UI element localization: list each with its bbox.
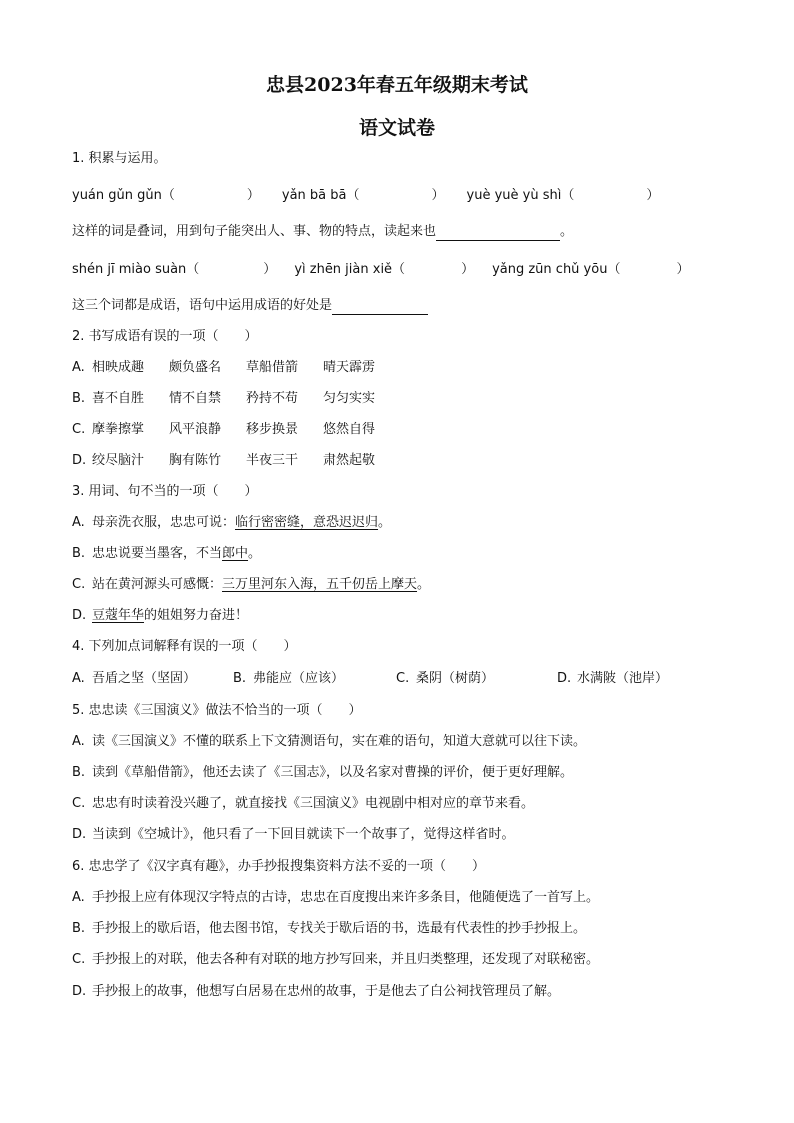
q6-option-c[interactable]: C. 手抄报上的对联，他去各种有对联的地方抄写回来，并且归类整理，还发现了对联秘密。 (72, 952, 600, 967)
q4-option-c[interactable]: C. 桑阴（树荫） (396, 671, 495, 686)
q6-option-a[interactable]: A. 手抄报上应有体现汉字特点的古诗，忠忠在百度搜出来许多条目，他随便选了一首写上。 (72, 890, 600, 905)
q5-option-b[interactable]: B. 读到《草船借箭》，他还去读了《三国志》，以及名家对曹操的评价，便于更好理解。 (72, 765, 574, 780)
q4-option-a[interactable]: A. 吾盾之坚（坚固） (72, 671, 197, 686)
q5-option-c[interactable]: C. 忠忠有时读着没兴趣了，就直接找《三国演义》电视剧中相对应的章节来看。 (72, 796, 535, 811)
q1-description: 这样的词是叠词，用到句子能突出人、事、物的特点，读起来也 。 (72, 224, 574, 239)
q5-stem: 5. 忠忠读《三国演义》做法不恰当的一项（ ） (72, 703, 362, 718)
pinyin-item: yuán gǔn gǔn（ ） (72, 188, 260, 203)
q2-option-c[interactable]: C. 摩拳擦掌 风平浪静 移步换景 悠然自得 (72, 422, 376, 437)
q1-description-2: 这三个词都是成语，语句中运用成语的好处是 (72, 297, 428, 315)
q3-option-b[interactable]: B. 忠忠说要当墨客，不当郎中。 (72, 546, 262, 561)
underlined-text: 豆蔻年华 (92, 608, 145, 623)
q4-stem: 4. 下列加点词解释有误的一项（ ） (72, 639, 297, 654)
pinyin-item: yǎn bā bā（ ） (281, 188, 445, 203)
q6-stem: 6. 忠忠学了《汉字真有趣》，办手抄报搜集资料方法不妥的一项（ ） (72, 859, 486, 874)
q2-option-d[interactable]: D. 绞尽脑汁 胸有陈竹 半夜三干 肃然起敬 (72, 453, 376, 468)
q5-option-a[interactable]: A. 读《三国演义》不懂的联系上下文猜测语句，实在难的语句，知道大意就可以往下读。 (72, 734, 587, 749)
underlined-text: 郎中 (222, 546, 249, 561)
exam-title: 忠县2023年春五年级期末考试 (266, 74, 528, 96)
q3-option-d[interactable]: D. 豆蔻年华的姐姐努力奋进！ (72, 608, 249, 623)
q6-option-b[interactable]: B. 手抄报上的歇后语，他去图书馆，专找关于歇后语的书，选最有代表性的抄手抄报上。 (72, 921, 587, 936)
q1-pinyin-row2 (72, 261, 689, 279)
q2-stem: 2. 书写成语有误的一项（ ） (72, 329, 258, 344)
pinyin-item: yì zhēn jiàn xiě（ ） (294, 262, 475, 277)
underlined-text: 临行密密缝，意恐迟迟归 (235, 515, 379, 530)
underlined-text: 三万里河东入海，五千仞岳上摩天 (222, 577, 418, 592)
exam-subtitle: 语文试卷 (358, 117, 435, 139)
pinyin-item: yuè yuè yù shì（ ） (466, 188, 660, 203)
q3-option-a[interactable]: A. 母亲洗衣服，忠忠可说：临行密密缝，意恐迟迟归。 (72, 515, 392, 530)
q4-option-d[interactable]: D. 水满陂（池岸） (557, 671, 669, 686)
q2-option-a[interactable]: A. 相映成趣 颇负盛名 草船借箭 晴天霹雳 (72, 360, 376, 375)
q2-option-b[interactable]: B. 喜不自胜 情不自禁 矜持不苟 匀匀实实 (72, 391, 376, 406)
q5-option-d[interactable]: D. 当读到《空城计》，他只看了一下回目就读下一个故事了，觉得这样省时。 (72, 827, 515, 842)
pinyin-item: yǎng zūn chǔ yōu（ ） (492, 262, 690, 277)
answer-blank[interactable] (436, 226, 560, 241)
q4-option-b[interactable]: B. 弗能应（应该） (233, 671, 345, 686)
q3-option-c[interactable]: C. 站在黄河源头可感慨：三万里河东入海，五千仞岳上摩天。 (72, 577, 431, 592)
q1-pinyin-row1 (72, 187, 659, 205)
q1-stem: 1. 积累与运用。 (72, 151, 167, 166)
pinyin-item: shén jī miào suàn（ ） (72, 262, 277, 277)
answer-blank[interactable] (332, 300, 428, 315)
q6-option-d[interactable]: D. 手抄报上的故事，他想写白居易在忠州的故事，于是他去了白公祠找管理员了解。 (72, 984, 561, 999)
q3-stem: 3. 用词、句不当的一项（ ） (72, 484, 258, 499)
